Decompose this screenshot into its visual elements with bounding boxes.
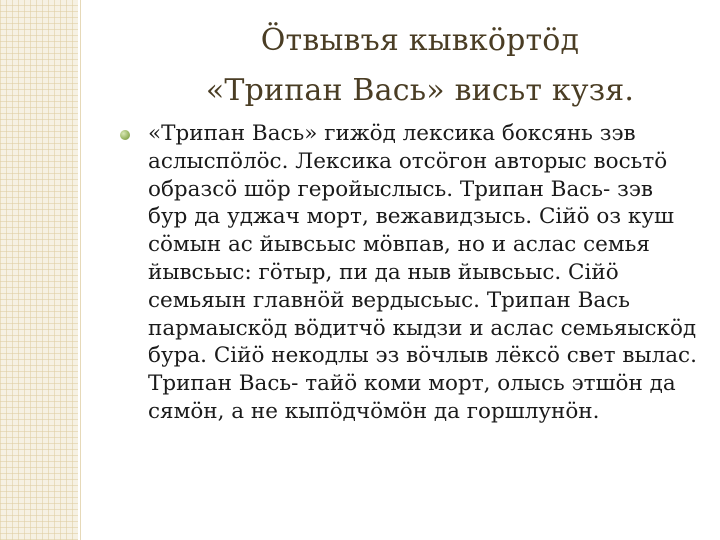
- text-line: Трипан Вась- тайö коми морт, олысь этшöн да: [148, 371, 676, 397]
- bullet-item: [120, 120, 710, 426]
- title-line: «Трипан Вась» висьт кузя.: [205, 73, 635, 108]
- text-line: пармаыскöд вöдитчö кыдзи и аслас семьяыскöд: [148, 315, 697, 341]
- text-line: семьяын главнöй вердысьыс. Трипан Вась: [148, 287, 630, 313]
- text-line: образсö шöр геройыслысь. Трипан Вась- зэв: [148, 176, 653, 202]
- text-line: сöмын ас йывсьыс мöвпав, но и аслас семья: [148, 232, 650, 258]
- bullet-text: [148, 120, 710, 426]
- text-line: бур да уджач морт, вежавидзысь. Сiйö оз куш: [148, 204, 674, 230]
- text-line: бура. Сiйö некодлы эз вöчлыв лёксö свет вылас.: [148, 343, 697, 369]
- text-line: сямöн, а не кыпöдчöмöн да горшлунöн.: [148, 398, 600, 424]
- text-line: аслыспöлöс. Лексика отсöгон авторыс восьтö: [148, 148, 668, 174]
- title-line: Öтвывъя кывкöртöд: [260, 23, 580, 58]
- bullet-dot-icon: [120, 130, 130, 140]
- slide-title: [150, 16, 690, 116]
- decorative-divider: [80, 0, 81, 540]
- text-line: «Трипан Вась» гижöд лексика боксянь зэв: [148, 121, 636, 146]
- slide-body: [120, 120, 710, 426]
- text-line: йывсьыс: гöтыр, пи да ныв йывсьыс. Сiйö: [148, 259, 619, 285]
- decorative-side-pattern: [0, 0, 78, 540]
